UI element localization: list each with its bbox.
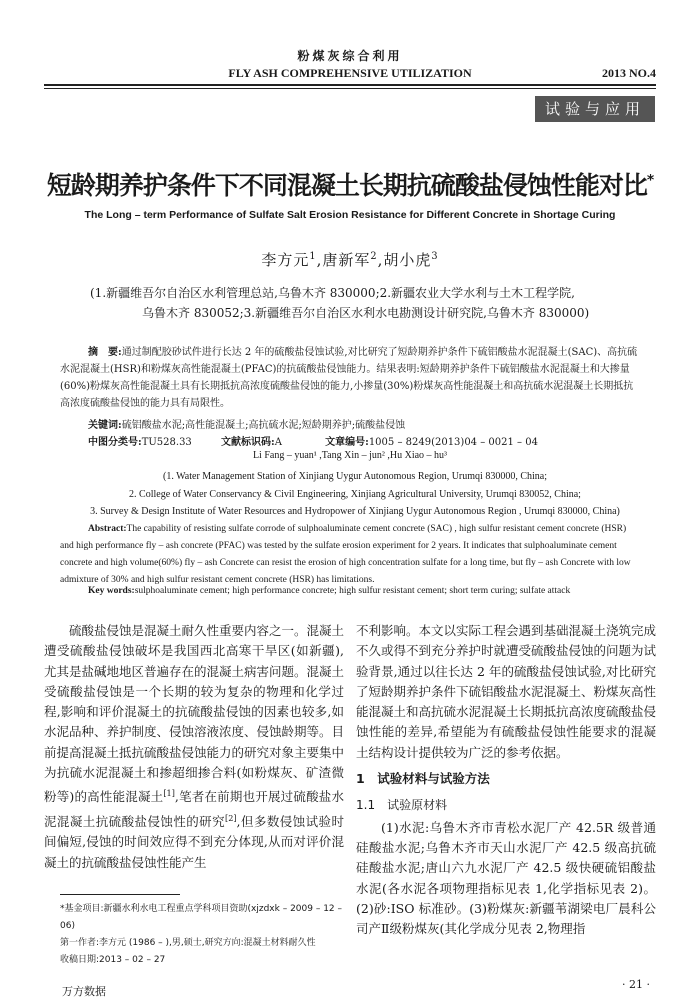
author-1-sup: 1 — [309, 251, 317, 262]
abstract-cn-text: 通过制配胶砂试件进行长达 2 年的硫酸盐侵蚀试验,对比研究了短龄期养护条件下硫铝酸盐水泥混凝土(SAC)、高抗硫水泥混凝土(HSR)和粉煤灰高性能混凝土(PFAC)的抗硫酸盐侵蚀能力。结果表明:短龄期养护条件下硫铝酸盐水泥混凝土和大掺量(60%)粉煤灰高性能混凝土具有长期抵抗高浓度硫酸盐侵蚀的能力,小掺量(30%)粉煤灰高性能混凝土和高抗硫水泥混凝土长期抵抗高浓度硫酸盐侵蚀的能力具有局限性。 — [60, 347, 638, 409]
affiliations-en — [60, 468, 650, 521]
intro-text-c: ,但多数侵蚀试验时间偏短,侵蚀的时间效应得不到充分体现,从而对评价混凝土的抗硫酸盐侵蚀性能产生 — [44, 813, 344, 870]
intro-text-b: ,笔者在前期也开展过硫酸盐水泥混凝土抗硫酸盐侵蚀性的研究 — [44, 789, 344, 829]
keywords-en-label: Key words: — [88, 586, 135, 596]
affiliation-en-line-1: (1. Water Management Station of Xinjiang Uygur Autonomous Region, Urumqi 830000, China; — [163, 471, 547, 482]
section-label: 试验与应用 — [535, 96, 655, 122]
footnote-fund: *基金项目:新疆水利水电工程重点学科项目资助(xjzdxk – 2009 – 12 – 06) — [60, 904, 343, 931]
source-watermark: 万方数据 — [62, 985, 106, 998]
authors-en: Li Fang – yuan¹ ,Tang Xin – jun² ,Hu Xiao – hu³ — [252, 450, 448, 461]
clc-label: 中图分类号: — [88, 437, 142, 448]
affiliation-en-line-3: 3. Survey & Design Institute of Water Resources and Hydropower of Xinjiang Uygur Autonomous Region , Urumqi 830000, China) — [90, 506, 620, 517]
keywords-cn-text: 硫铝酸盐水泥;高性能混凝土;高抗硫水泥;短龄期养护;硫酸盐侵蚀 — [121, 420, 406, 431]
doc-code-label: 文献标识码: — [220, 437, 275, 448]
keywords-en-text: sulphoaluminate cement; high performance concrete; high sulfur resistant cement; short term curing; sulfate attack — [134, 586, 571, 596]
affiliations-cn — [90, 283, 620, 323]
affiliation-en-line-2: 2. College of Water Conservancy & Civil Engineering, Xinjiang Agricultural University, Urumqi 830052, China; — [129, 488, 581, 500]
keywords-en — [76, 586, 656, 596]
abstract-en — [60, 521, 640, 589]
intro-continued: 不利影响。本文以实际工程会遇到基础混凝土浇筑完成不久或得不到充分养护时就遭受硫酸盐侵蚀的问题为试验背景,通过以往长达 2 年的硫酸盐侵蚀试验,对比研究了短龄期养护条件下硫铝酸盐水泥混凝土、粉煤灰高性能混凝土和高抗硫水泥混凝土长期抵抗高浓度硫酸盐侵蚀性能的差异,希望能为有硫酸盐侵蚀性能要求的混凝土结构设计提供较为广泛的参考依据。 — [356, 623, 657, 760]
issue-number: 2013 NO.4 — [602, 66, 656, 80]
affiliation-cn-line-1: (1.新疆维吾尔自治区水利管理总站,乌鲁木齐 830000;2.新疆农业大学水利与土木工程学院, — [90, 286, 575, 300]
author-2: 唐新军 — [322, 251, 371, 269]
doc-code-value: A — [274, 437, 282, 448]
paper-title-en: The Long – term Performance of Sulfate Salt Erosion Resistance for Different Concrete in Shortage Curing — [84, 209, 616, 221]
intro-paragraph — [44, 621, 344, 873]
footnote-author: 第一作者:李方元 (1986 – ),男,硕士,研究方向:混凝土材料耐久性 — [60, 938, 316, 948]
paper-title-cn — [0, 166, 700, 202]
body-column-right — [356, 621, 656, 939]
materials-paragraph: (1)水泥:乌鲁木齐市青松水泥厂产 42.5R 级普通硅酸盐水泥;乌鲁木齐市天山水泥厂产 42.5 级高抗硫硅酸盐水泥;唐山六九水泥厂产 42.5 级快硬硫铝酸盐水泥(各水泥各项物理指标见表 1,化学指标见表 2)。(2)砂:ISO 标准砂。(3)粉煤灰:新疆苇湖梁电厂晨科公司产Ⅱ级粉煤灰(其化学成分见表 2,物理指 — [356, 819, 656, 937]
keywords-cn — [60, 416, 405, 431]
author-1: 李方元 — [261, 251, 310, 269]
citation-2: [2] — [225, 812, 237, 823]
article-no-label: 文章编号: — [325, 437, 369, 448]
affiliation-cn-line-2: 乌鲁木齐 830052;3.新疆维吾尔自治区水利水电勘测设计研究院,乌鲁木齐 830000) — [142, 306, 590, 320]
journal-title-cn: 粉煤灰综合利用 — [297, 49, 403, 63]
body-column-left — [44, 621, 344, 873]
intro-text-a: 硫酸盐侵蚀是混凝土耐久性重要内容之一。混凝土遭受硫酸盐侵蚀破坏是我国西北高寒干旱区(如新疆),尤其是盐碱地地区普遍存在的混凝土病害问题。混凝土受硫酸盐侵蚀是一个长期的较为复杂的物理和化学过程,影响和评价混凝土的抗硫酸盐侵蚀的因素也较多,如水泥品种、养护制度、侵蚀溶液浓度、侵蚀龄期等。目前提高混凝土抵抗硫酸盐侵蚀能力的研究对象主要集中为抗硫水泥混凝土和掺超细掺合料(如粉煤灰、矿渣微粉等)的高性能混凝土 — [44, 623, 345, 805]
journal-title-en: FLY ASH COMPREHENSIVE UTILIZATION — [228, 66, 472, 80]
author-3: 胡小虎 — [383, 251, 432, 269]
classification-line — [60, 433, 640, 448]
citation-1: [1] — [163, 788, 175, 799]
header-rule-thick — [44, 84, 656, 86]
title-cn-text: 短龄期养护条件下不同混凝土长期抗硫酸盐侵蚀性能对比 — [46, 171, 647, 200]
section-heading-1: 1 试验材料与试验方法 — [356, 771, 490, 787]
page-number: · 21 · — [622, 978, 650, 991]
author-2-sup: 2 — [370, 251, 378, 262]
footnote — [60, 901, 345, 969]
clc-value: TU528.33 — [141, 437, 192, 448]
abstract-en-text: The capability of resisting sulfate corrode of sulphoaluminate cement concrete (SAC) , high sulfur resistant cement concrete (HSR) and high performance fly – ash concrete (PFAC) was tested by the sulfate erosion experiment for 2 years. It indicates that sulphoaluminate cement concrete and high volume(60%) fly – ash Concrete can resist the erosion of high concentration sulfate for a long time, but fly – ash Concrete with low admixture of 30% and high sulfur resistant cement concrete (HSR) has limitations. — [60, 524, 631, 585]
authors-cn: 李方元$^1$,唐新军$^2$,胡小虎$^3$ — [261, 251, 439, 269]
keywords-cn-label: 关键词: — [88, 420, 122, 431]
abstract-cn — [60, 344, 640, 412]
subsection-heading-1-1: 1.1 试验原材料 — [356, 798, 448, 813]
title-star: * — [646, 172, 654, 189]
author-3-sup: 3 — [431, 251, 439, 262]
abstract-en-label: Abstract: — [88, 524, 127, 534]
header-rule-thin — [44, 88, 656, 89]
abstract-cn-label: 摘 要: — [88, 347, 122, 358]
footnote-rule — [60, 894, 180, 895]
footnote-received: 收稿日期:2013 – 02 – 27 — [60, 955, 166, 965]
article-no-value: 1005 – 8249(2013)04 – 0021 – 04 — [368, 437, 538, 448]
